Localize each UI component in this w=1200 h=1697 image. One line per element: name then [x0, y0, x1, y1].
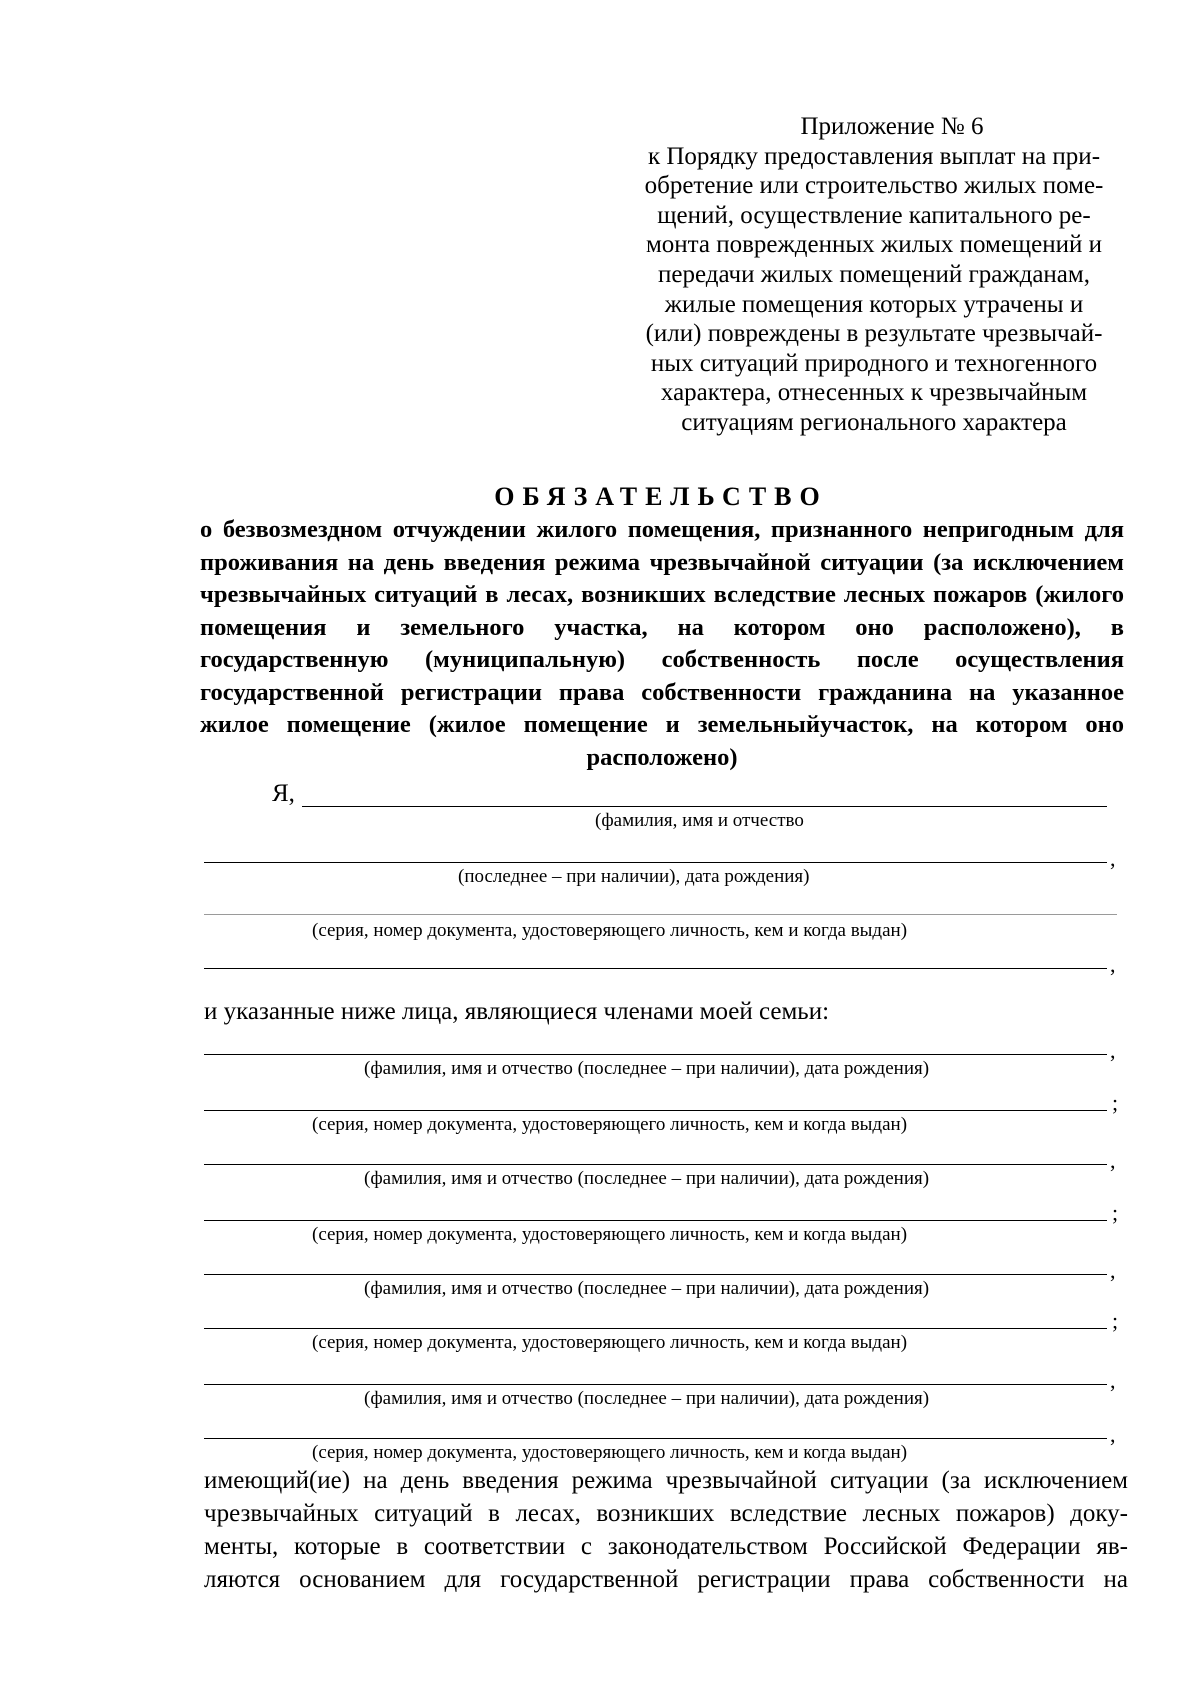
caption-fio: (фамилия, имя и отчество — [595, 810, 804, 831]
comma-mark: , — [1110, 846, 1116, 871]
appendix-line: характера, отнесенных к чрезвычайным — [660, 379, 1088, 407]
appendix-line: жилые помещения которых утрачены и — [664, 290, 1084, 318]
member-fio-line[interactable] — [204, 1164, 1107, 1165]
comma-mark: , — [1110, 1368, 1116, 1393]
closing-line: менты, которые в соответствии с законодательством Российской Федерации яв- — [204, 1533, 1128, 1560]
document-subtitle: о безвозмездном отчуждении жилого помещения, признанного непригодным для проживания на день введения режима чрезвычайной ситуации (за исключением чрезвычайных ситуаций в лесах, возникших вследствие лесных пожаров (жилого помещения и земельного участка, на котором оно расположено), в государственную (муниципальную) собственность после осуществления государственной регистрации права собственности гражданина на указанное жилое помещение (жилое помещение и земельныйучасток, на котором оно расположено) — [200, 516, 1124, 771]
semicolon-mark: ; — [1112, 1200, 1119, 1225]
member-fio-caption: (фамилия, имя и отчество (последнее – при наличии), дата рождения) — [364, 1388, 930, 1409]
family-intro: и указанные ниже лица, являющиеся членами моей семьи: — [204, 998, 830, 1025]
appendix-line: (или) повреждены в результате чрезвычай- — [645, 320, 1103, 348]
appendix-line: обретение или строительство жилых поме- — [644, 172, 1104, 200]
member-doc-caption: (серия, номер документа, удостоверяющего личность, кем и когда выдан) — [312, 1224, 908, 1245]
member-doc-caption: (серия, номер документа, удостоверяющего личность, кем и когда выдан) — [312, 1114, 908, 1135]
applicant-name-line[interactable] — [302, 806, 1107, 807]
caption-birth: (последнее – при наличии), дата рождения) — [458, 866, 810, 887]
comma-mark: , — [1110, 1038, 1116, 1063]
appendix-line: щений, осуществление капитального ре- — [657, 201, 1091, 229]
applicant-extra-line[interactable] — [204, 968, 1107, 969]
member-doc-line[interactable] — [204, 1220, 1107, 1221]
closing-line: чрезвычайных ситуаций в лесах, возникших вследствие лесных пожаров) доку- — [204, 1500, 1128, 1527]
member-fio-caption: (фамилия, имя и отчество (последнее – при наличии), дата рождения) — [364, 1278, 930, 1299]
ya-label: Я, — [272, 780, 295, 807]
closing-line: имеющий(ие) на день введения режима чрезвычайной ситуации (за исключением — [204, 1467, 1128, 1494]
member-fio-caption: (фамилия, имя и отчество (последнее – при наличии), дата рождения) — [364, 1058, 930, 1079]
comma-mark: , — [1110, 1148, 1116, 1173]
semicolon-mark: ; — [1112, 1308, 1119, 1333]
document-title: ОБЯЗАТЕЛЬСТВО — [494, 482, 828, 511]
semicolon-mark: ; — [1112, 1090, 1119, 1115]
member-fio-line[interactable] — [204, 1054, 1107, 1055]
applicant-doc-line[interactable] — [204, 914, 1117, 915]
closing-paragraph — [204, 1464, 1128, 1596]
member-doc-caption: (серия, номер документа, удостоверяющего личность, кем и когда выдан) — [312, 1332, 908, 1353]
member-doc-line[interactable] — [204, 1438, 1107, 1439]
member-fio-line[interactable] — [204, 1274, 1107, 1275]
comma-mark: , — [1110, 952, 1116, 977]
member-doc-line[interactable] — [204, 1328, 1107, 1329]
applicant-birth-line[interactable] — [204, 862, 1107, 863]
caption-doc: (серия, номер документа, удостоверяющего личность, кем и когда выдан) — [312, 920, 908, 941]
appendix-line: монта поврежденных жилых помещений и — [645, 231, 1103, 259]
comma-mark: , — [1110, 1258, 1116, 1283]
appendix-title: Приложение № 6 — [800, 113, 984, 140]
appendix-line: ситуациям регионального характера — [681, 408, 1067, 436]
comma-mark: , — [1110, 1422, 1116, 1447]
appendix-line: к Порядку предоставления выплат на при- — [647, 142, 1101, 170]
closing-line: ляются основанием для государственной регистрации права собственности на — [204, 1566, 1128, 1593]
appendix-line: ных ситуаций природного и техногенного — [650, 349, 1098, 377]
appendix-line: передачи жилых помещений гражданам, — [658, 260, 1090, 288]
member-doc-line[interactable] — [204, 1110, 1107, 1111]
member-doc-caption: (серия, номер документа, удостоверяющего личность, кем и когда выдан) — [312, 1442, 908, 1463]
appendix-block — [621, 112, 1127, 438]
member-fio-caption: (фамилия, имя и отчество (последнее – при наличии), дата рождения) — [364, 1168, 930, 1189]
appendix-text — [621, 142, 1127, 438]
member-fio-line[interactable] — [204, 1384, 1107, 1385]
